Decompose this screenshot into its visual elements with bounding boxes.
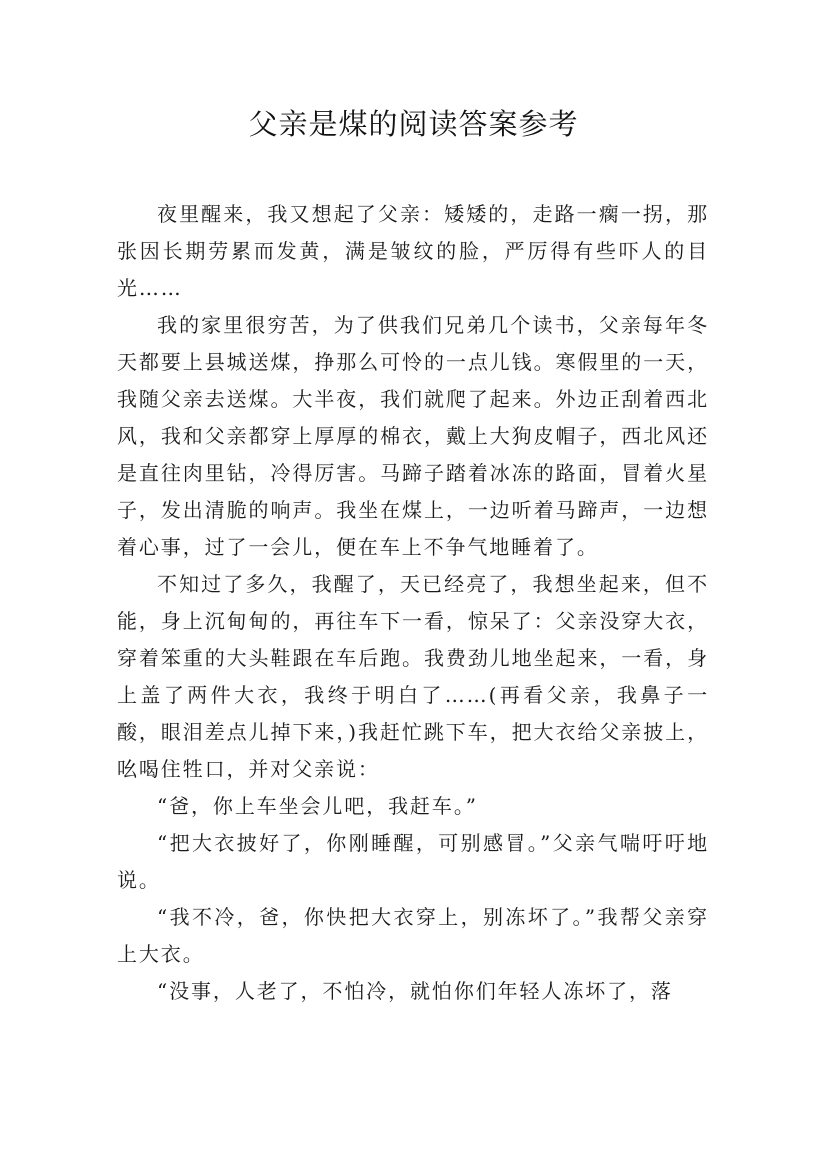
paragraph-3: 不知过了多久，我醒了，天已经亮了，我想坐起来，但不能，身上沉甸甸的，再往车下一看，惊呆了：父亲没穿大衣，穿着笨重的大头鞋跟在车后跑。我费劲儿地坐起来，一看，身上盖了两件大衣，我终于明白了……(再看父亲，我鼻子一酸，眼泪差点儿掉下来，)我赶忙跳下车，把大衣给父亲披上，吆喝住牲口，并对父亲说： xyxy=(117,572,709,781)
paragraph-7: “没事，人老了，不怕冷，就怕你们年轻人冻坏了，落 xyxy=(157,979,673,1003)
paragraph-2: 我的家里很穷苦，为了供我们兄弟几个读书，父亲每年冬天都要上县城送煤，挣那么可怜的一点儿钱。寒假里的一天，我随父亲去送煤。大半夜，我们就爬了起来。外边正刮着西北风，我和父亲都穿上厚厚的棉衣，戴上大狗皮帽子，西北风还是直往肉里钻，冷得厉害。马蹄子踏着冰冻的路面，冒着火星子，发出清脆的响声。我坐在煤上，一边听着马蹄声，一边想着心事，过了一会儿，便在车上不争气地睡着了。 xyxy=(117,313,709,559)
document-title: 父亲是煤的阅读答案参考 xyxy=(248,107,579,141)
paragraph-1: 夜里醒来，我又想起了父亲：矮矮的，走路一瘸一拐，那张因长期劳累而发黄，满是皱纹的脸，严厉得有些吓人的目光…… xyxy=(117,202,709,300)
paragraph-4: “爸，你上车坐会儿吧，我赶车。” xyxy=(157,794,478,818)
document-body xyxy=(117,196,709,1010)
paragraph-6: “我不冷，爸，你快把大衣穿上，别冻坏了。”我帮父亲穿上大衣。 xyxy=(117,905,709,966)
paragraph-5: “把大衣披好了，你刚睡醒，可别感冒。”父亲气喘吁吁地说。 xyxy=(117,831,709,892)
